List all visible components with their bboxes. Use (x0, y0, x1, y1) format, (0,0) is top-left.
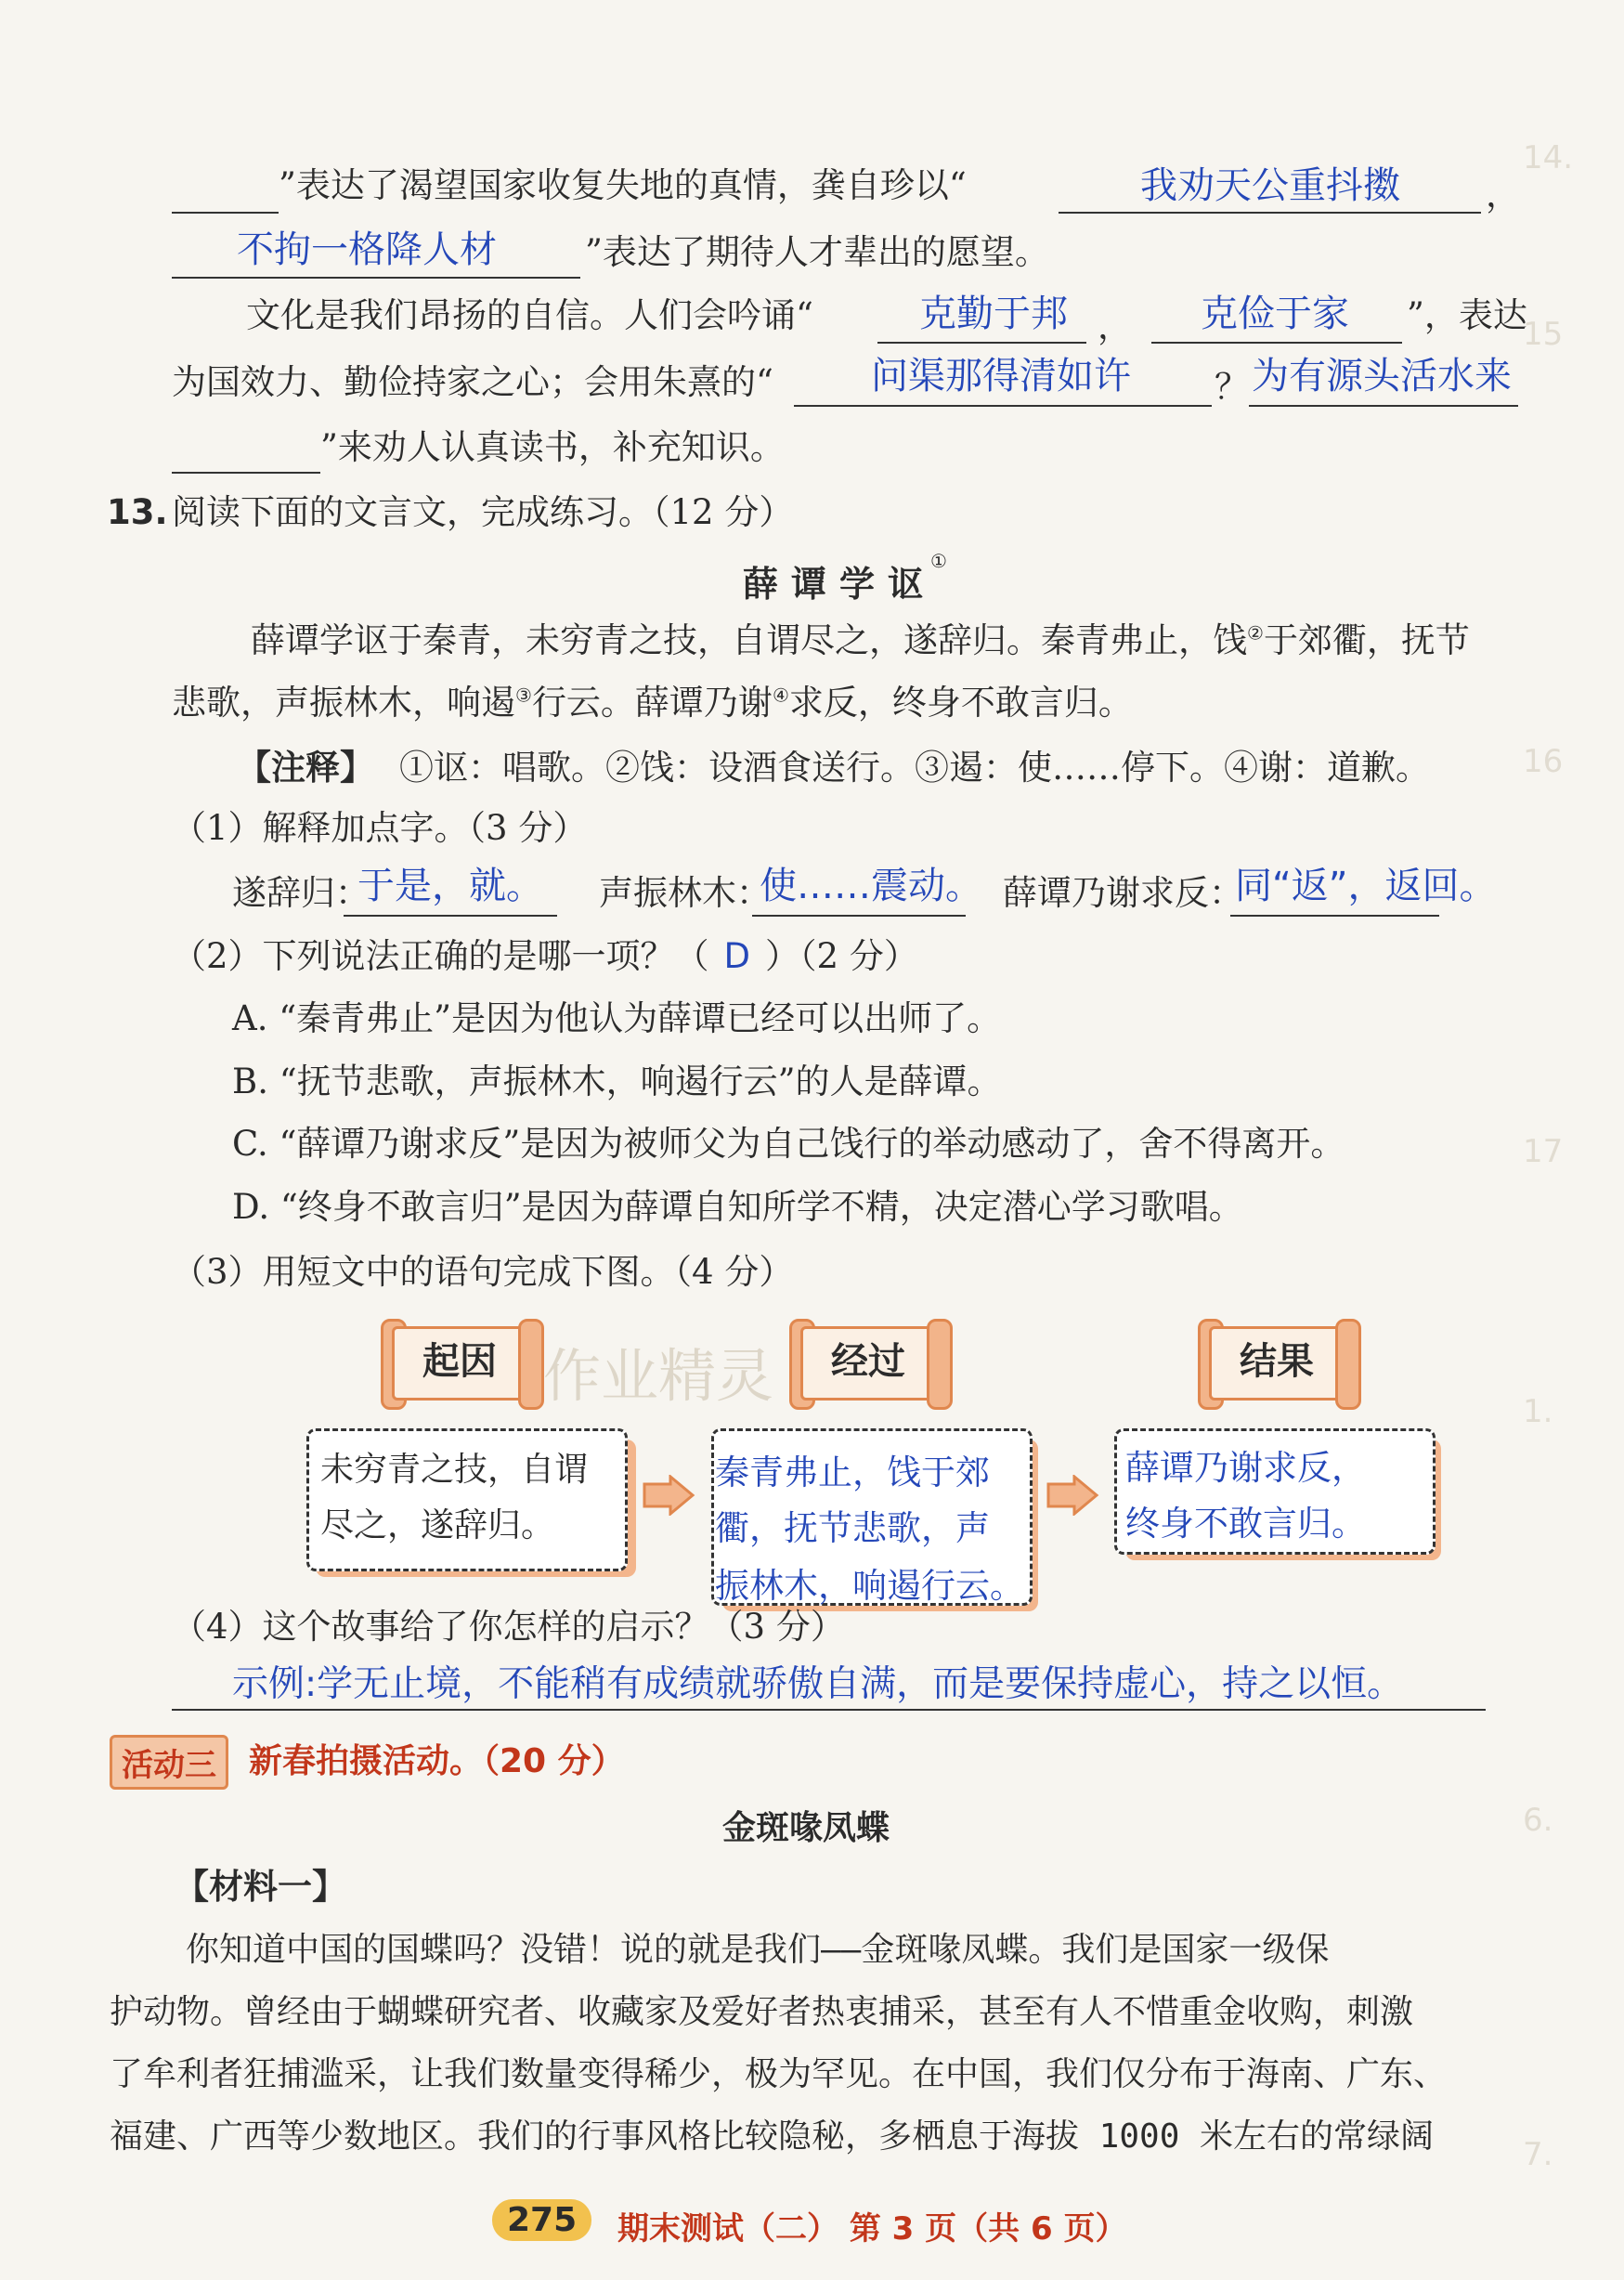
article-line: 了牟利者狂捕滥采，让我们数量变得稀少，极为罕见。在中国，我们仅分布于海南、广东、 (110, 2055, 1448, 2093)
answer-text: 为有源头活水来 (1252, 355, 1512, 397)
bleed-mark: 7. (1523, 2136, 1553, 2173)
bleed-mark: 1. (1523, 1393, 1553, 1430)
bleed-mark: 15 (1523, 316, 1564, 353)
note-text: ①讴：唱歌。②饯：设酒食送行。③遏：使……停下。④谢：道歉。 (399, 748, 1430, 788)
text-line: ”表达了渴望国家收复失地的真情，龚自珍以“ (279, 165, 967, 205)
answer-text: 同“返”，返回。 (1235, 865, 1497, 907)
subquestion-prompt: （1）解释加点字。（3 分） (172, 808, 588, 848)
option-c: C. “薛谭乃谢求反”是因为被师父为自己饯行的举动感动了，舍不得离开。 (232, 1124, 1345, 1164)
blank-line (172, 472, 320, 474)
answer-text: 使……震动。 (760, 865, 982, 907)
answer-text: 于是，就。 (357, 865, 543, 907)
flow-box-cause: 未穷青之技，自谓 尽之，遂辞归。 (306, 1428, 628, 1571)
footnote-marker: ① (930, 550, 947, 572)
answer-text: 我劝天公重抖擞 (1140, 164, 1400, 207)
answer-text: 不拘一格降人材 (237, 228, 497, 271)
answer-text: 薛谭乃谢求反， (1125, 1448, 1366, 1488)
page-number: 275 (492, 2199, 591, 2241)
note-label: 【注释】 (237, 748, 374, 788)
option-a: A. “秦青弗止”是因为他认为薛谭已经可以出师了。 (232, 998, 1002, 1038)
blank-line (1230, 915, 1439, 917)
blank-line (794, 405, 1212, 407)
text-line: ”来劝人认真读书，补充知识。 (320, 427, 785, 467)
blank-line (172, 277, 580, 279)
material-label: 【材料一】 (175, 1867, 346, 1907)
scroll-label-cause: 起因 (381, 1319, 539, 1402)
arrow-icon (641, 1475, 696, 1516)
blank-line (1249, 405, 1518, 407)
bleed-mark: 16 (1523, 743, 1564, 780)
answer-text: 问渠那得清如许 (871, 355, 1131, 397)
bleed-mark: 14. (1523, 139, 1574, 176)
subquestion-prompt: （2）下列说法正确的是哪一项？（ D ）（2 分） (172, 936, 918, 976)
article-line: 福建、广西等少数地区。我们的行事风格比较隐秘，多栖息于海拔 1000 米左右的常绿阔 (110, 2117, 1435, 2156)
watermark: 作业精灵 (543, 1342, 774, 1410)
option-d: D. “终身不敢言归”是因为薛谭自知所学不精，决定潜心学习歌唱。 (232, 1187, 1243, 1227)
bleed-mark: 17 (1523, 1133, 1564, 1170)
activity-title: 新春拍摄活动。（20 分） (249, 1742, 625, 1780)
blank-line (1059, 212, 1481, 214)
blank-line (877, 342, 1086, 344)
passage-line: 薛谭学讴于秦青，未穷青之技，自谓尽之，遂辞归。秦青弗止，饯②于郊衢，抚节 (251, 620, 1470, 660)
question-number: 13. (107, 492, 168, 532)
subquestion-prompt: （4）这个故事给了你怎样的启示？（3 分） (172, 1607, 845, 1647)
text-line: ？ (1215, 367, 1249, 407)
article-line: 你知道中国的国蝶吗？没错！说的就是我们——金斑喙凤蝶。我们是国家一级保 (186, 1931, 1330, 1969)
footer-text: 期末测试（二） 第 3 页（共 6 页） (617, 2210, 1127, 2247)
passage-title: 薛谭学讴 (743, 564, 937, 605)
text-line: ， (1486, 175, 1520, 215)
term-label: 遂辞归： (232, 873, 370, 913)
scroll-label-result: 结果 (1198, 1319, 1356, 1402)
blank-line (344, 915, 557, 917)
answer-text: 衢，抚节悲歌，声 (715, 1508, 990, 1548)
blank-line (172, 1709, 1486, 1711)
option-b: B. “抚节悲歌，声振林木，响遏行云”的人是薛谭。 (232, 1062, 1002, 1101)
subquestion-prompt: （3）用短文中的语句完成下图。（4 分） (172, 1252, 794, 1292)
answer-text: 克勤于邦 (919, 293, 1068, 335)
bleed-mark: 6. (1523, 1802, 1553, 1839)
text-line: 文化是我们昂扬的自信。人们会吟诵“ (246, 295, 813, 335)
blank-line (1151, 342, 1402, 344)
scroll-label-process: 经过 (789, 1319, 947, 1402)
text-line: ”表达了期待人才辈出的愿望。 (585, 232, 1049, 272)
answer-text: 克俭于家 (1201, 293, 1349, 335)
text-line: 为国效力、勤俭持家之心；会用朱熹的“ (172, 362, 773, 402)
answer-text: 秦青弗止，饯于郊 (715, 1453, 990, 1492)
answer-text: 终身不敢言归。 (1125, 1504, 1366, 1544)
answer-text: 示例:学无止境，不能稍有成绩就骄傲自满，而是要保持虚心，持之以恒。 (232, 1663, 1404, 1705)
activity-tag: 活动三 (110, 1735, 228, 1790)
answer-text: 振林木，响遏行云。 (715, 1566, 1024, 1606)
term-label: 薛谭乃谢求反： (1003, 873, 1243, 913)
passage-line: 悲歌，声振林木，响遏③行云。薛谭乃谢④求反，终身不敢言归。 (172, 683, 1133, 723)
blank-line (172, 212, 279, 214)
article-title: 金斑喙凤蝶 (722, 1809, 890, 1847)
question-prompt: 阅读下面的文言文，完成练习。（12 分） (172, 492, 794, 532)
text-line: ， (1098, 306, 1132, 346)
article-line: 护动物。曾经由于蝴蝶研究者、收藏家及爱好者热衷捕采，甚至有人不惜重金收购，刺激 (110, 1993, 1414, 2031)
arrow-icon (1045, 1475, 1100, 1516)
text-line: ”，表达 (1407, 295, 1527, 335)
term-label: 声振林木： (599, 873, 771, 913)
blank-line (752, 915, 966, 917)
